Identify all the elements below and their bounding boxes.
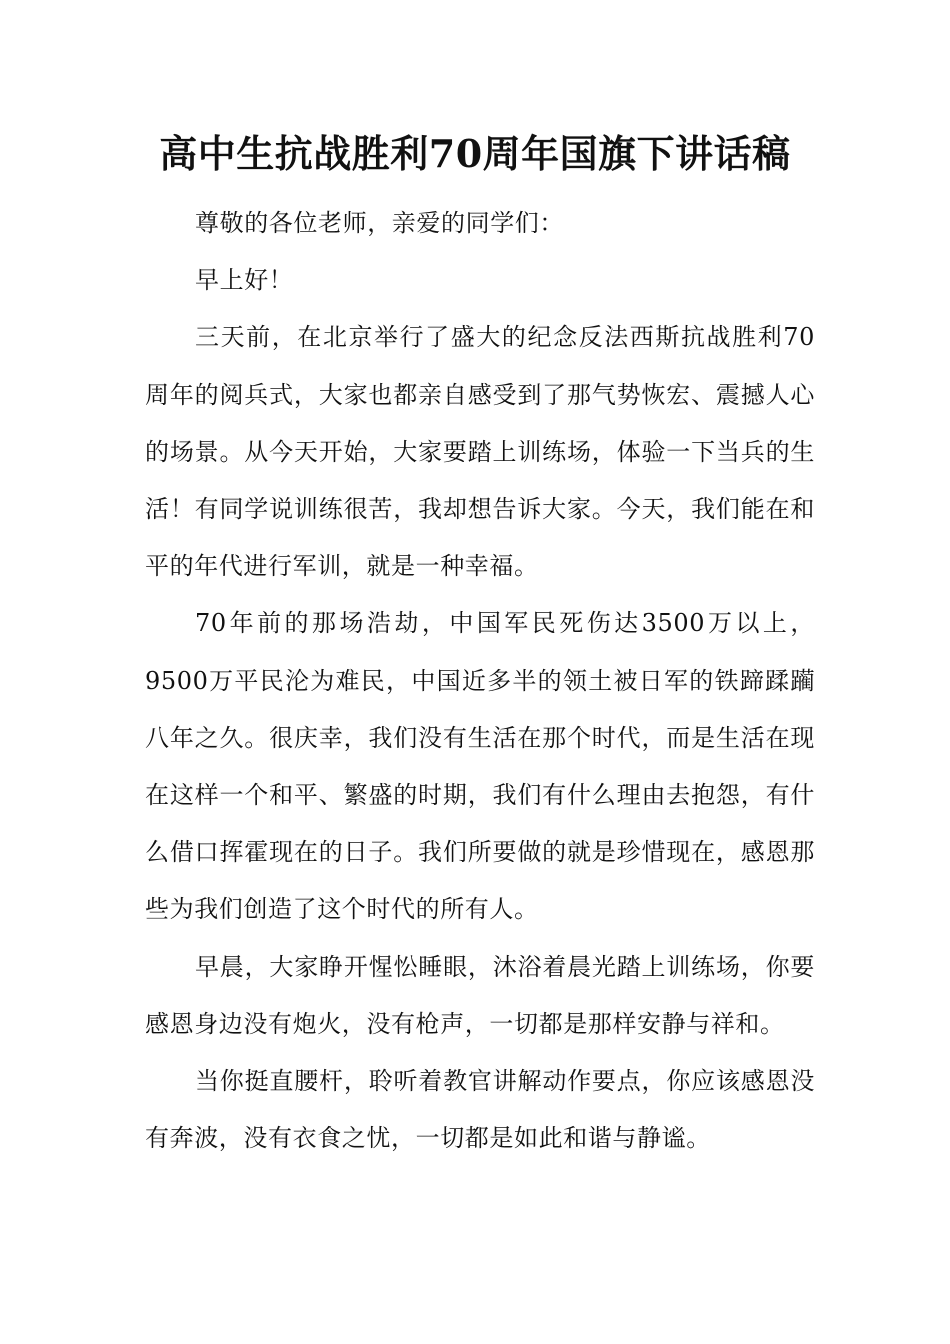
paragraph-greeting: 早上好！ [195,266,294,295]
paragraph-salutation: 尊敬的各位老师，亲爱的同学们： [195,209,564,237]
paragraph-gratitude: 当你挺直腰杆，聆听着教官讲解动作要点，你应该感恩没有奔波，没有衣食之忧，一切都是如此和谐与静谧。 [145,1067,815,1153]
paragraph-history: 70年前的那场浩劫，中国军民死伤达3500万以上，9500万平民沦为难民，中国近多半的领土被日军的铁蹄蹂躏八年之久。很庆幸，我们没有生活在那个时代，而是生活在现在这样一个和平、繁盛的时期，我们有什么理由去抱怨，有什么借口挥霍现在的日子。我们所要做的就是珍惜现在，感恩那些为我们创造了这个时代的所有人。 [145,609,815,924]
document-body [145,195,815,1167]
paragraph-parade: 三天前，在北京举行了盛大的纪念反法西斯抗战胜利70周年的阅兵式，大家也都亲自感受到了那气势恢宏、震撼人心的场景。从今天开始，大家要踏上训练场，体验一下当兵的生活！有同学说训练很苦，我却想告诉大家。今天，我们能在和平的年代进行军训，就是一种幸福。 [145,323,815,581]
document-title: 高中生抗战胜利70周年国旗下讲话稿 [159,131,791,176]
paragraph-morning: 早晨，大家睁开惺忪睡眼，沐浴着晨光踏上训练场，你要感恩身边没有炮火，没有枪声，一切都是那样安静与祥和。 [145,952,815,1038]
